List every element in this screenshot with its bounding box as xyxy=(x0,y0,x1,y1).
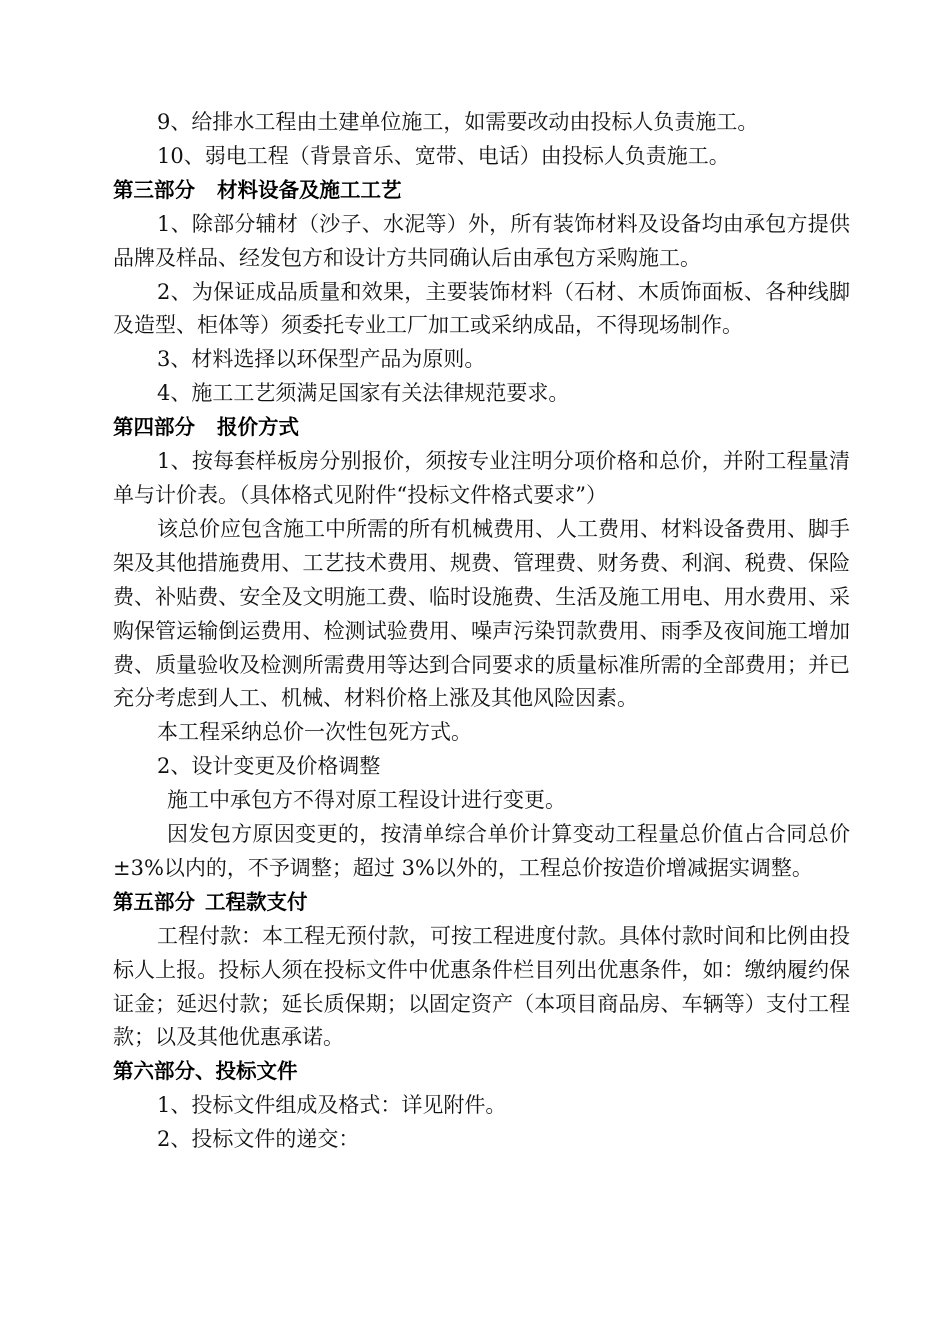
paragraph-item-10: 10、弱电工程（背景音乐、宽带、电话）由投标人负责施工。 xyxy=(157,143,730,168)
paragraph-materials-2: 2、为保证成品质量和效果，主要装饰材料（石材、木质饰面板、各种线脚及造型、柜体等）须委托专业工厂加工或采纳成品，不得现场制作。 xyxy=(113,279,850,338)
paragraph-quote-2: 2、设计变更及价格调整 xyxy=(157,754,381,779)
section-number: 第三部分 xyxy=(113,177,195,202)
section-title: 工程款支付 xyxy=(205,889,308,914)
section-title: 材料设备及施工工艺 xyxy=(217,177,402,202)
document-page xyxy=(113,106,850,1157)
section-heading-part-3 xyxy=(113,174,850,208)
paragraph-materials-1: 1、除部分辅材（沙子、水泥等）外，所有装饰材料及设备均由承包方提供品牌及样品、经发包方和设计方共同确认后由承包方采购施工。 xyxy=(113,211,850,270)
paragraph-no-change: 施工中承包方不得对原工程设计进行变更。 xyxy=(167,788,566,813)
section-number: 第五部分 xyxy=(113,889,195,914)
section-heading-part-4 xyxy=(113,411,850,445)
paragraph-lump-sum: 本工程采纳总价一次性包死方式。 xyxy=(157,720,472,745)
paragraph-materials-4: 4、施工工艺须满足国家有关法律规范要求。 xyxy=(157,381,570,406)
paragraph-price-adjust: 因发包方原因变更的，按清单综合单价计算变动工程量总价值占合同总价±3%以内的，不予调整；超过 3%以外的，工程总价按造价增减据实调整。 xyxy=(113,822,850,880)
section-title: 报价方式 xyxy=(217,415,299,440)
paragraph-payment: 工程付款：本工程无预付款，可按工程进度付款。具体付款时间和比例由投标人上报。投标人须在投标文件中优惠条件栏目列出优惠条件，如：缴纳履约保证金；延迟付款；延长质保期；以固定资产（本项目商品房、车辆等）支付工程款；以及其他优惠承诺。 xyxy=(113,923,850,1050)
section-heading-part-6: 第六部分、投标文件 xyxy=(113,1059,298,1084)
paragraph-quote-1: 1、按每套样板房分别报价，须按专业注明分项价格和总价，并附工程量清单与计价表。（具体格式见附件“投标文件格式要求”） xyxy=(113,449,850,507)
section-number: 第四部分 xyxy=(113,415,195,440)
section-heading-part-5 xyxy=(113,886,850,920)
paragraph-total-price: 该总价应包含施工中所需的所有机械费用、人工费用、材料设备费用、脚手架及其他措施费用、工艺技术费用、规费、管理费、财务费、利润、税费、保险费、补贴费、安全及文明施工费、临时设施费、生活及施工用电、用水费用、采购保管运输倒运费用、检测试验费用、噪声污染罚款费用、雨季及夜间施工增加费、质量验收及检测所需费用等达到合同要求的质量标准所需的全部费用；并已充分考虑到人工、机械、材料价格上涨及其他风险因素。 xyxy=(113,516,850,711)
paragraph-item-9: 9、给排水工程由土建单位施工，如需要改动由投标人负责施工。 xyxy=(157,110,759,134)
paragraph-materials-3: 3、材料选择以环保型产品为原则。 xyxy=(157,347,486,372)
paragraph-bid-2: 2、投标文件的递交： xyxy=(157,1127,360,1152)
paragraph-bid-1: 1、投标文件组成及格式：详见附件。 xyxy=(157,1093,507,1118)
